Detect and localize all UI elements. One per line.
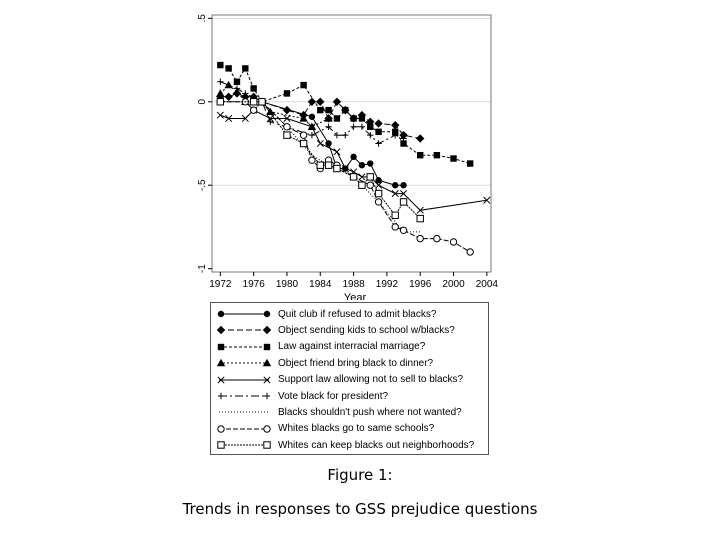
point-2-18 xyxy=(417,152,423,158)
point-5-8 xyxy=(342,132,348,138)
legend-marker-8-a xyxy=(218,442,224,448)
point-5-1 xyxy=(234,85,240,91)
series-line-7 xyxy=(220,102,470,252)
point-5-5 xyxy=(309,132,315,138)
point-7-12 xyxy=(375,199,381,205)
point-4-0 xyxy=(217,112,223,118)
x-tick-label-0: 1972 xyxy=(209,279,232,290)
point-0-10 xyxy=(400,182,406,188)
legend-marker-2-b xyxy=(264,344,270,350)
legend-label-6: Blacks shouldn't push where not wanted? xyxy=(278,406,462,418)
point-8-10 xyxy=(367,174,373,180)
point-0-5 xyxy=(350,154,356,160)
point-7-16 xyxy=(434,235,440,241)
point-1-8 xyxy=(308,98,316,106)
x-tick-label-7: 2000 xyxy=(442,279,465,290)
legend-marker-0-a xyxy=(218,311,224,317)
figure-caption: Trends in responses to GSS prejudice questions xyxy=(182,500,538,518)
legend-item-0 xyxy=(217,307,436,321)
y-tick-label-3: -1 xyxy=(197,264,208,274)
point-2-3 xyxy=(242,65,248,71)
point-7-2 xyxy=(250,107,256,113)
legend-marker-5-a xyxy=(218,393,224,399)
x-tick-label-1: 1976 xyxy=(242,279,265,290)
series-group xyxy=(216,62,490,255)
x-axis-label: Year xyxy=(343,292,367,300)
legend-marker-7-b xyxy=(264,426,270,432)
legend-label-8: Whites can keep blacks out neighborhoods? xyxy=(278,439,475,451)
point-8-5 xyxy=(317,162,323,168)
point-5-9 xyxy=(350,124,356,130)
y-tick-label-1: 0 xyxy=(197,98,208,105)
series-4 xyxy=(217,107,490,214)
legend-label-2: Law against interracial marriage? xyxy=(278,341,426,353)
legend-swatch-1 xyxy=(217,324,271,336)
point-2-15 xyxy=(375,129,381,135)
series-line-8 xyxy=(220,102,420,219)
point-0-1 xyxy=(309,114,315,120)
legend-swatch-3 xyxy=(217,357,271,369)
legend-label-3: Object friend bring black to dinner? xyxy=(278,357,434,369)
point-5-12 xyxy=(375,140,381,146)
point-1-9 xyxy=(316,98,324,106)
point-0-2 xyxy=(325,140,331,146)
legend-item-7 xyxy=(217,422,434,436)
legend-swatch-7 xyxy=(217,423,271,435)
legend-swatch-8 xyxy=(217,439,271,451)
point-8-11 xyxy=(375,190,381,196)
legend-marker-8-b xyxy=(264,442,270,448)
point-8-3 xyxy=(284,132,290,138)
legend-label-7: Whites blacks go to same schools? xyxy=(278,423,435,435)
legend-label-0: Quit club if refused to admit blacks? xyxy=(278,308,437,320)
point-8-6 xyxy=(325,162,331,168)
legend-label-4: Support law allowing not to sell to blacks? xyxy=(278,374,464,386)
legend-item-5 xyxy=(217,389,388,403)
legend-marker-7-a xyxy=(218,426,224,432)
y-tick-label-0: .5 xyxy=(197,14,208,23)
legend xyxy=(210,302,489,455)
point-8-14 xyxy=(417,215,423,221)
point-2-12 xyxy=(350,115,356,121)
point-5-0 xyxy=(217,79,223,85)
point-2-6 xyxy=(284,90,290,96)
point-7-17 xyxy=(450,239,456,245)
point-4-7 xyxy=(317,140,323,146)
series-5 xyxy=(217,79,407,147)
point-8-7 xyxy=(334,165,340,171)
point-3-1 xyxy=(224,81,232,88)
point-7-13 xyxy=(392,224,398,230)
legend-marker-2-a xyxy=(218,344,224,350)
point-2-14 xyxy=(367,124,373,130)
legend-item-3 xyxy=(217,356,433,370)
legend-label-5: Vote black for president? xyxy=(278,390,389,402)
point-2-13 xyxy=(359,115,365,121)
legend-item-4 xyxy=(217,373,463,387)
x-tick-label-6: 1996 xyxy=(409,279,432,290)
x-tick-label-2: 1980 xyxy=(275,279,299,290)
legend-marker-1-b xyxy=(263,326,271,334)
point-2-7 xyxy=(300,82,306,88)
point-8-2 xyxy=(259,99,265,105)
legend-marker-1-a xyxy=(217,326,225,334)
point-7-18 xyxy=(467,249,473,255)
point-1-1 xyxy=(224,93,232,101)
point-0-7 xyxy=(367,160,373,166)
point-7-4 xyxy=(284,124,290,130)
point-0-9 xyxy=(392,182,398,188)
point-2-21 xyxy=(467,160,473,166)
legend-swatch-4 xyxy=(217,374,271,386)
point-2-4 xyxy=(250,85,256,91)
point-4-8 xyxy=(334,149,340,155)
series-8 xyxy=(217,99,423,222)
point-2-8 xyxy=(317,107,323,113)
point-7-6 xyxy=(309,157,315,163)
x-tick-label-3: 1984 xyxy=(309,279,332,290)
series-0 xyxy=(259,99,407,189)
figure-number: Figure 1: xyxy=(327,466,393,484)
point-7-11 xyxy=(367,182,373,188)
point-2-0 xyxy=(217,62,223,68)
point-2-9 xyxy=(325,107,331,113)
x-tick-label-5: 1992 xyxy=(375,279,399,290)
legend-item-8 xyxy=(217,438,474,452)
point-1-16 xyxy=(374,119,382,127)
point-2-2 xyxy=(234,79,240,85)
point-5-10 xyxy=(359,124,365,130)
point-8-8 xyxy=(350,174,356,180)
point-1-17 xyxy=(391,121,399,129)
point-5-4 xyxy=(267,119,273,125)
point-2-20 xyxy=(450,155,456,161)
point-2-10 xyxy=(334,115,340,121)
point-8-12 xyxy=(392,212,398,218)
legend-item-6 xyxy=(217,405,462,419)
point-1-6 xyxy=(283,106,291,114)
legend-marker-0-b xyxy=(264,311,270,317)
legend-swatch-5 xyxy=(217,390,271,402)
point-2-1 xyxy=(225,65,231,71)
legend-swatch-2 xyxy=(217,341,271,353)
point-7-14 xyxy=(400,227,406,233)
legend-item-2 xyxy=(217,340,425,354)
legend-label-1: Object sending kids to school w/blacks? xyxy=(278,324,455,336)
point-8-1 xyxy=(250,99,256,105)
plot-frame xyxy=(212,15,491,272)
point-0-6 xyxy=(359,162,365,168)
y-axis xyxy=(197,14,212,273)
x-tick-label-8: 2004 xyxy=(475,279,498,290)
point-7-5 xyxy=(300,132,306,138)
point-8-4 xyxy=(300,140,306,146)
point-8-9 xyxy=(359,182,365,188)
legend-marker-5-b xyxy=(264,393,270,399)
point-2-19 xyxy=(434,152,440,158)
point-1-19 xyxy=(416,134,424,142)
point-2-11 xyxy=(342,107,348,113)
point-8-0 xyxy=(217,99,223,105)
legend-item-1 xyxy=(217,323,455,337)
point-7-15 xyxy=(417,235,423,241)
y-tick-label-2: -.5 xyxy=(197,179,208,192)
point-8-13 xyxy=(400,199,406,205)
x-tick-label-4: 1988 xyxy=(342,279,365,290)
x-axis xyxy=(209,272,498,290)
legend-swatch-0 xyxy=(217,308,271,320)
series-7 xyxy=(217,99,473,256)
legend-swatch-6 xyxy=(217,406,271,418)
